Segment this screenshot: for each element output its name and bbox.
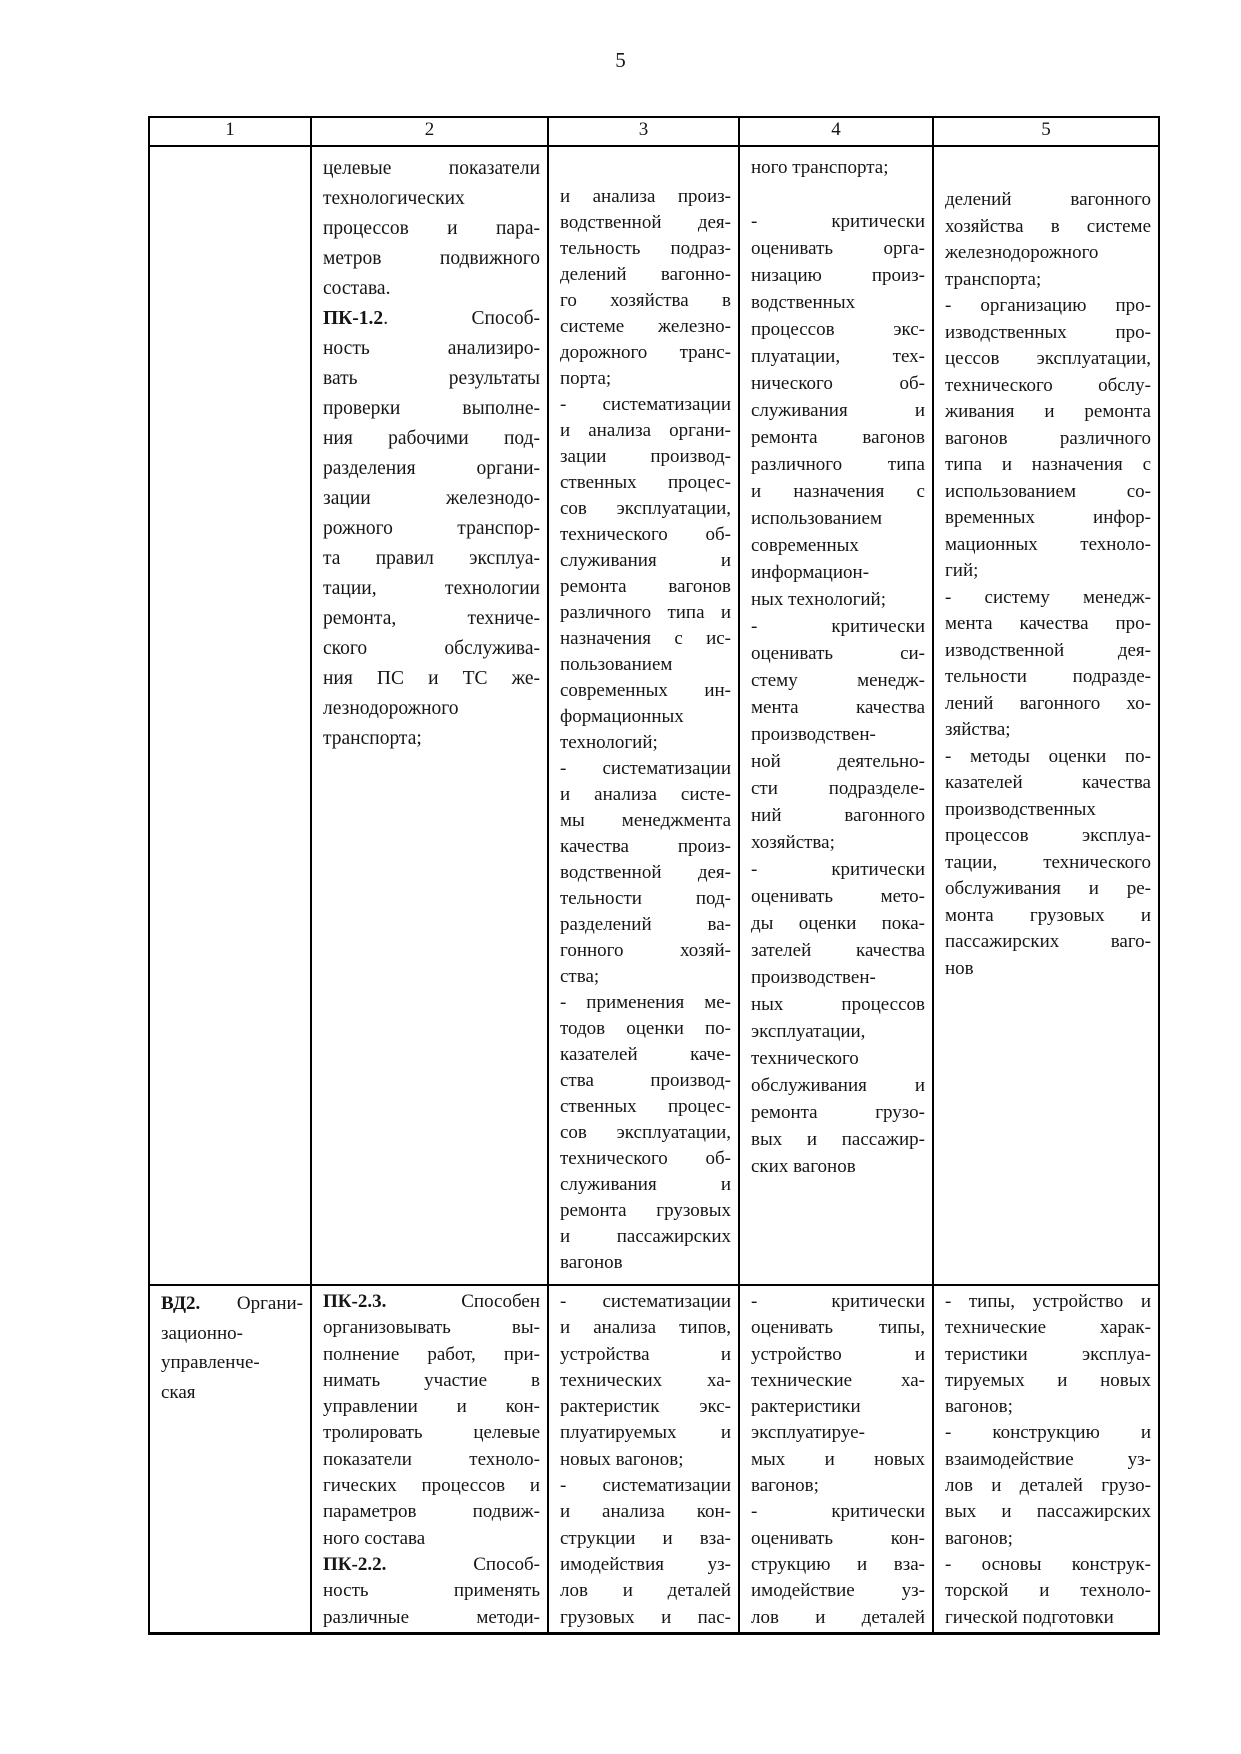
text-line: и пассажирских	[560, 1226, 731, 1247]
text-line: сов эксплуатации,	[560, 1122, 731, 1143]
column-number-header: 3	[548, 117, 739, 146]
text-line: мента качества про-	[945, 613, 1151, 634]
text-line: мых и новых	[751, 1448, 925, 1470]
text-line: устройство и	[751, 1343, 925, 1365]
text-line: - критически	[751, 859, 925, 880]
text-line: эксплуатации,	[751, 1021, 866, 1042]
paragraph	[323, 154, 540, 304]
cell-content	[549, 147, 738, 1276]
text-line: информацион-	[751, 562, 870, 583]
text-line: тельности под-	[560, 888, 731, 909]
text-line: вать результаты	[323, 368, 540, 389]
text-line: временных инфор-	[945, 507, 1151, 528]
text-line: - систему менедж-	[945, 586, 1151, 608]
text-line: казателей качества	[945, 772, 1151, 793]
text-line: обслуживания и ре-	[945, 878, 1151, 899]
text-line: различного типа и	[560, 602, 731, 623]
text-line: нов	[945, 957, 974, 979]
text-line: организовывать вы-	[323, 1317, 540, 1339]
table-cell-r2c1	[149, 1285, 311, 1634]
cell-content	[934, 1286, 1158, 1631]
column-number-header: 5	[933, 117, 1159, 146]
page-number: 5	[615, 48, 626, 72]
text-line: транспорта;	[323, 728, 422, 749]
text-line: гической подготовки	[945, 1606, 1114, 1628]
text-line: устройства и	[560, 1343, 731, 1365]
text-line: ния ПС и ТС же-	[323, 668, 540, 689]
text-line: производствен-	[751, 967, 876, 988]
text-line: порта;	[560, 368, 612, 389]
text-line: - систематизации	[560, 758, 731, 779]
text-line: ды оценки пока-	[751, 913, 925, 934]
paragraph	[560, 990, 731, 1276]
table-cell-r1c1	[149, 146, 311, 1285]
text-line: ность анализиро-	[323, 338, 540, 359]
text-line: делений вагонного	[945, 189, 1151, 210]
text-line: состава.	[323, 278, 391, 299]
text-line: - критически	[751, 1291, 925, 1312]
text-line: технологий;	[560, 732, 658, 753]
text-line: тируемых и новых	[945, 1369, 1151, 1391]
text-line: зяйства;	[945, 719, 1011, 740]
text-line: струкцию и вза-	[751, 1553, 925, 1575]
text-line: зации производ-	[560, 446, 731, 467]
text-line: системе железно-	[560, 316, 731, 337]
column-number-header: 2	[311, 117, 548, 146]
text-line: технического обслу-	[945, 374, 1151, 396]
competency-table	[148, 116, 1160, 1635]
paragraph	[560, 392, 731, 756]
text-line: струкции и вза-	[560, 1527, 731, 1549]
text-line: зации железнодо-	[323, 488, 540, 509]
text-line: назначения с ис-	[560, 628, 731, 649]
text-line: нического об-	[751, 373, 925, 394]
text-line: оценивать орга-	[751, 238, 925, 259]
text-line: оценивать си-	[751, 643, 925, 664]
text-line: технического об-	[560, 524, 731, 545]
text-line: нимать участие в	[323, 1369, 540, 1391]
text-line: лов и деталей грузо-	[945, 1475, 1151, 1497]
text-line: ская	[161, 1381, 196, 1403]
text-line: взаимодействие уз-	[945, 1448, 1151, 1470]
text-line: хозяйства в системе	[945, 215, 1151, 237]
text-line: тельность подраз-	[560, 238, 731, 259]
table-row	[149, 1285, 1159, 1634]
text-line: ний вагонного	[751, 805, 925, 826]
text-line: процессов эксплуа-	[945, 825, 1151, 846]
paragraph	[945, 585, 1151, 744]
table-cell-r2c5	[933, 1285, 1159, 1634]
text-line: ского обслужива-	[323, 638, 540, 659]
text-line: - систематизации	[560, 1291, 731, 1312]
column-number-header: 4	[739, 117, 933, 146]
text-line: ремонта, техниче-	[323, 608, 540, 629]
text-line: ремонта вагонов	[560, 576, 731, 597]
text-line: грузовых и пас-	[560, 1606, 731, 1628]
text-line: сти подразделе-	[751, 778, 925, 799]
text-line: проверки выполне-	[323, 398, 540, 419]
text-line: пользованием	[560, 654, 673, 675]
paragraph	[751, 154, 925, 181]
text-line: торской и техноло-	[945, 1580, 1151, 1602]
text-line: зационно-	[161, 1322, 243, 1344]
text-line: ремонта грузовых	[560, 1200, 731, 1221]
text-line: ного транспорта;	[751, 157, 889, 178]
text-line: рактеристик экс-	[560, 1396, 731, 1418]
text-line: - конструкцию и	[945, 1422, 1151, 1444]
text-line: лезнодорожного	[323, 698, 459, 719]
text-line: - систематизации	[560, 1475, 731, 1497]
text-line: плуатируемых и	[560, 1422, 731, 1444]
text-line: ства производ-	[560, 1070, 731, 1091]
text-line: различного типа	[751, 454, 925, 475]
text-line: технического	[751, 1048, 859, 1069]
text-line: тельности подразде-	[945, 666, 1151, 687]
text-line: дорожного транс-	[560, 342, 731, 363]
text-line: процессов и пара-	[323, 218, 540, 239]
text-line	[751, 181, 925, 208]
text-line: стему менедж-	[751, 670, 925, 691]
paragraph	[945, 187, 1151, 293]
text-line: ства;	[560, 966, 600, 987]
text-line: гий;	[945, 560, 979, 581]
paragraph	[161, 1289, 303, 1407]
text-line: служивания и	[560, 1174, 731, 1195]
text-line: ских вагонов	[751, 1156, 856, 1177]
cell-content	[549, 1286, 738, 1631]
text-line: и назначения с	[751, 481, 925, 502]
paragraph	[560, 756, 731, 990]
text-line: имодействие уз-	[751, 1580, 925, 1602]
text-line: гических процессов и	[323, 1475, 540, 1497]
paragraph	[945, 744, 1151, 983]
text-line: - основы конструк-	[945, 1553, 1151, 1575]
text-line: ПК-1.2. Способ-	[323, 308, 540, 329]
paragraph	[560, 1289, 731, 1473]
text-line: цессов эксплуатации,	[945, 348, 1151, 369]
text-line: теристики эксплуа-	[945, 1343, 1151, 1365]
text-line: - критически	[751, 616, 925, 637]
text-line: рактеристики	[751, 1396, 861, 1418]
text-line: тодов оценки по-	[560, 1018, 731, 1039]
text-line: ПК-2.3. Способен	[323, 1291, 540, 1312]
text-line: лений вагонного хо-	[945, 692, 1151, 714]
text-line: вых и пассажир-	[751, 1129, 925, 1150]
text-line: мы менеджмента	[560, 810, 731, 831]
table-cell-r2c3	[548, 1285, 739, 1634]
text-line: рожного транспор-	[323, 518, 540, 539]
text-line: использованием	[751, 508, 883, 529]
text-line: имодействия уз-	[560, 1553, 731, 1575]
text-line: ной деятельно-	[751, 751, 925, 772]
text-line: ного состава	[323, 1527, 426, 1549]
text-line: тации, технического	[945, 851, 1151, 873]
text-line: пассажирских ваго-	[945, 931, 1151, 952]
text-line: тации, технологии	[323, 578, 540, 599]
text-line: метров подвижного	[323, 248, 540, 269]
text-line: вагонов различного	[945, 427, 1151, 449]
text-line: типа и назначения с	[945, 454, 1151, 475]
text-line: производственных	[945, 798, 1096, 820]
text-line: железнодорожного	[945, 242, 1099, 263]
text-line: полнение работ, при-	[323, 1343, 540, 1365]
text-line: - критически	[751, 211, 925, 232]
cell-content	[150, 1286, 310, 1407]
table-cell-r1c4	[739, 146, 933, 1285]
text-line: оценивать кон-	[751, 1527, 925, 1549]
text-line: разделения органи-	[323, 458, 540, 479]
text-line: технических ха-	[560, 1369, 731, 1391]
paragraph	[751, 1289, 925, 1499]
text-line: вагонов;	[945, 1396, 1013, 1418]
text-line: ремонта вагонов	[751, 427, 925, 448]
paragraph	[323, 1552, 540, 1631]
text-line: и анализа органи-	[560, 420, 731, 441]
paragraph	[751, 181, 925, 208]
text-line: ния рабочими под-	[323, 428, 540, 449]
table-header-row	[149, 117, 1159, 146]
text-line: водственной дея-	[560, 212, 731, 233]
paragraph	[323, 1289, 540, 1552]
cell-content	[934, 147, 1158, 982]
text-line: вагонов;	[751, 1475, 819, 1497]
text-line: водственных	[751, 292, 856, 313]
text-line: управленче-	[161, 1352, 260, 1373]
text-line: и анализа кон-	[560, 1501, 731, 1523]
text-line: низацию произ-	[751, 265, 925, 286]
cell-content	[740, 147, 932, 1180]
text-line: обслуживания и	[751, 1075, 925, 1096]
text-line: и анализа типов,	[560, 1317, 731, 1339]
text-line: сов эксплуатации,	[560, 498, 731, 519]
text-line: изводственных про-	[945, 321, 1151, 343]
text-line: производствен-	[751, 724, 876, 745]
text-line: ремонта грузо-	[751, 1102, 925, 1123]
text-line: ВД2. Органи-	[161, 1293, 303, 1314]
text-line: го хозяйства в	[560, 290, 731, 311]
text-line: - применения ме-	[560, 992, 731, 1013]
text-line: - типы, устройство и	[945, 1291, 1151, 1312]
table-cell-r2c2	[311, 1285, 548, 1634]
text-line: ПК-2.2. Способ-	[323, 1553, 540, 1575]
text-line: и анализа произ-	[560, 186, 731, 207]
text-line: служивания и	[560, 550, 731, 571]
text-line: качества произ-	[560, 836, 731, 857]
text-line: изводственной дея-	[945, 639, 1151, 661]
text-line: монта грузовых и	[945, 904, 1151, 926]
paragraph	[323, 304, 540, 754]
text-line: процессов экс-	[751, 319, 925, 340]
text-line: гонного хозяй-	[560, 940, 731, 961]
text-line: лов и деталей	[560, 1580, 731, 1602]
text-line: оценивать мето-	[751, 886, 925, 907]
text-line: вагонов	[560, 1252, 623, 1273]
text-line: - систематизации	[560, 394, 731, 415]
text-line: хозяйства;	[751, 832, 835, 853]
table-cell-r1c3	[548, 146, 739, 1285]
text-line: показатели техноло-	[323, 1448, 540, 1470]
text-line: мента качества	[751, 697, 925, 718]
paragraph	[945, 1420, 1151, 1551]
text-line: мационных техноло-	[945, 533, 1151, 555]
paragraph	[945, 293, 1151, 585]
text-line: тролировать целевые	[323, 1422, 540, 1444]
text-line: использованием со-	[945, 480, 1151, 502]
text-line: ных технологий;	[751, 589, 886, 610]
text-line: казателей каче-	[560, 1044, 731, 1065]
text-line: новых вагонов;	[560, 1448, 684, 1470]
text-line: технологических	[323, 188, 465, 209]
text-line: лов и деталей	[751, 1606, 925, 1628]
text-line: вагонов;	[945, 1527, 1013, 1549]
text-line: и анализа систе-	[560, 784, 731, 805]
text-line: транспорта;	[945, 268, 1042, 290]
text-line: - критически	[751, 1501, 925, 1523]
text-line: технические харак-	[945, 1317, 1151, 1339]
paragraph	[945, 1289, 1151, 1420]
text-line: технические ха-	[751, 1369, 925, 1391]
text-line: современных	[751, 535, 859, 556]
paragraph	[751, 856, 925, 1180]
paragraph	[560, 184, 731, 392]
column-number-header: 1	[149, 117, 311, 146]
text-line: ственных процес-	[560, 1096, 731, 1117]
table-cell-r2c4	[739, 1285, 933, 1634]
text-line: формационных	[560, 706, 684, 727]
table-cell-r1c5	[933, 146, 1159, 1285]
text-line: плуатации, тех-	[751, 346, 925, 367]
text-line: ственных процес-	[560, 472, 731, 493]
cell-content	[312, 147, 547, 754]
text-line: параметров подвиж-	[323, 1501, 540, 1523]
paragraph	[751, 208, 925, 613]
paragraph	[751, 1499, 925, 1630]
text-line: современных ин-	[560, 680, 731, 701]
table-cell-r1c2	[311, 146, 548, 1285]
text-line: вых и пассажирских	[945, 1501, 1151, 1523]
text-line: служивания и	[751, 400, 925, 421]
cell-content	[740, 1286, 932, 1631]
text-line: управлении и кон-	[323, 1396, 540, 1418]
text-line: ных процессов	[751, 994, 925, 1015]
text-line: та правил эксплуа-	[323, 548, 540, 569]
text-line: разделений ва-	[560, 914, 731, 935]
text-line: ность применять	[323, 1580, 540, 1602]
paragraph	[560, 1473, 731, 1631]
text-line: - организацию про-	[945, 295, 1151, 316]
text-line: оценивать типы,	[751, 1317, 925, 1339]
text-line: водственной дея-	[560, 862, 731, 883]
text-line: делений вагонно-	[560, 264, 731, 285]
text-line: - методы оценки по-	[945, 745, 1151, 767]
text-line: целевые показатели	[323, 158, 540, 179]
text-line: живания и ремонта	[945, 401, 1151, 422]
text-line: технического об-	[560, 1148, 731, 1169]
table-row	[149, 146, 1159, 1285]
cell-content	[312, 1286, 547, 1631]
text-line: эксплуатируе-	[751, 1422, 865, 1444]
paragraph	[945, 1552, 1151, 1631]
text-line: различные методи-	[323, 1606, 540, 1628]
paragraph	[751, 613, 925, 856]
text-line: зателей качества	[751, 940, 925, 961]
